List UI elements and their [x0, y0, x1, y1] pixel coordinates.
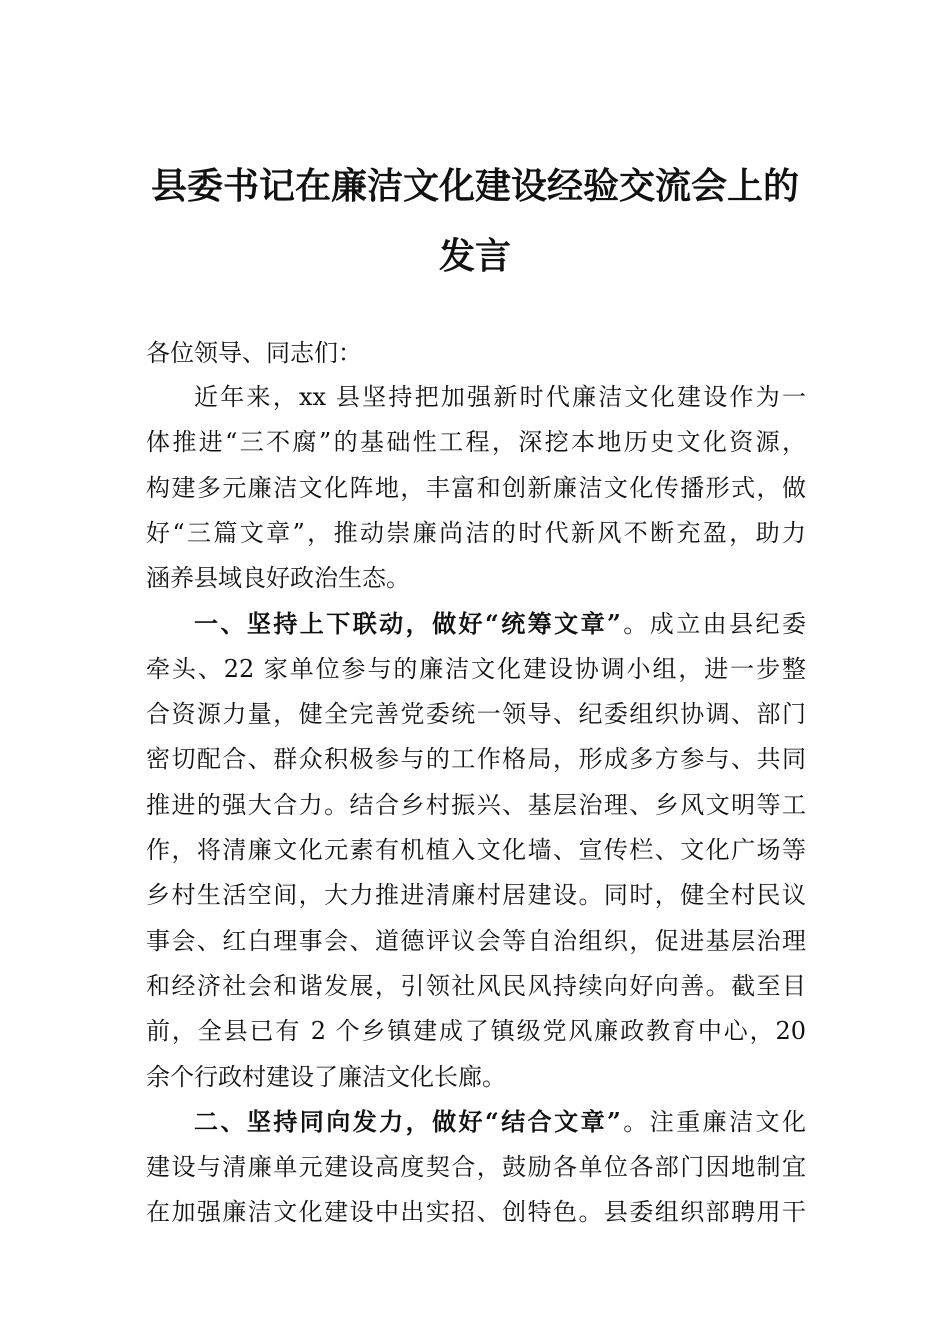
- line-text: 推进的强大合力。结合乡村振兴、基层治理、乡风文明等工: [146, 790, 806, 819]
- body-line: [146, 699, 806, 729]
- line-text: 构建多元廉洁文化阵地，丰富和创新廉洁文化传播形式，做: [146, 473, 806, 502]
- line-text: 作，将清廉文化元素有机植入文化墙、宣传栏、文化广场等: [146, 836, 806, 864]
- body-line: [146, 427, 806, 457]
- body-line: [146, 654, 806, 684]
- section-heading: 二、坚持同向发力，做好“结合文章”: [194, 1106, 621, 1136]
- body-line: [146, 744, 806, 774]
- line-text: 和经济社会和谐发展，引领社风民风持续向好向善。截至目: [146, 971, 806, 1000]
- body-line: [146, 1152, 806, 1182]
- document-title-line-1: 县委书记在廉洁文化建设经验交流会上的: [150, 165, 799, 207]
- body-line: [146, 790, 806, 820]
- line-text: 涵养县域良好政治生态。: [146, 564, 410, 593]
- line-text: 事会、红白理事会、道德评议会等自治组织，促进基层治理: [146, 926, 806, 955]
- line-text: 在加强廉洁文化建设中出实招、创特色。县委组织部聘用干: [146, 1198, 806, 1227]
- body-line: [194, 609, 806, 639]
- body-line: [146, 835, 806, 865]
- line-text: 密切配合、群众积极参与的工作格局，形成多方参与、共同: [146, 745, 806, 774]
- line-text: 乡村生活空间，大力推进清廉村居建设。同时，健全村民议: [146, 881, 806, 910]
- line-text: 前，全县已有 2 个乡镇建成了镇级党风廉政教育中心，20: [146, 1017, 806, 1046]
- line-text: 体推进“三不腐”的基础性工程，深挖本地历史文化资源，: [146, 428, 806, 457]
- body-line: [146, 1016, 806, 1046]
- document-title-line-2: 发言: [438, 235, 511, 277]
- body-line: [146, 926, 806, 956]
- line-text: 近年来，xx 县坚持把加强新时代廉洁文化建设作为一: [194, 383, 806, 411]
- line-text: 好“三篇文章”，推动崇廉尚洁的时代新风不断充盈，助力: [146, 518, 806, 547]
- line-text: 合资源力量，健全完善党委统一领导、纪委组织协调、部门: [146, 700, 806, 729]
- body-line: [146, 971, 806, 1001]
- body-line: [146, 518, 806, 548]
- section-heading: 一、坚持上下联动，做好“统筹文章”: [194, 608, 621, 638]
- line-text: 余个行政村建设了廉洁文化长廊。: [146, 1062, 506, 1091]
- body-line: [146, 880, 806, 910]
- line-text: 。成立由县纪委: [620, 609, 807, 638]
- salutation: 各位领导、同志们：: [146, 339, 362, 367]
- line-text: 牵头、22 家单位参与的廉洁文化建设协调小组，进一步整: [146, 654, 806, 683]
- body-line: [146, 563, 806, 593]
- line-text: 建设与清廉单元建设高度契合，鼓励各单位各部门因地制宜: [146, 1153, 806, 1182]
- body-line: [194, 382, 806, 412]
- body-line: [194, 1107, 806, 1137]
- body-line: [146, 1062, 806, 1092]
- line-text: 。注重廉洁文化: [620, 1107, 807, 1136]
- body-line: [146, 473, 806, 503]
- body-line: [146, 1197, 806, 1227]
